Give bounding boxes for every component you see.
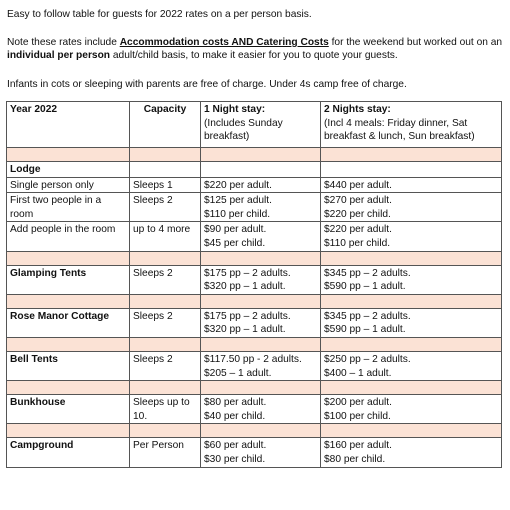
price-line: $320 pp – 1 adult. <box>204 281 286 293</box>
price-line: $320 pp – 1 adult. <box>204 324 286 336</box>
row-name: Single person only <box>7 177 130 193</box>
table-header-row <box>7 102 502 148</box>
lodge-title-row <box>7 162 502 178</box>
header-capacity: Capacity <box>130 102 201 148</box>
row-capacity: Sleeps 2 <box>130 308 201 337</box>
row-capacity: Sleeps 1 <box>130 177 201 193</box>
row-capacity: Sleeps 2 <box>130 351 201 380</box>
price-line: $590 pp – 1 adult. <box>324 324 406 336</box>
separator-row <box>7 294 502 308</box>
row-one-night: $220 per adult. <box>201 177 321 193</box>
row-capacity: up to 4 more <box>130 222 201 251</box>
row-name: First two people in a room <box>7 193 130 222</box>
price-line: $175 pp – 2 adults. <box>204 267 291 279</box>
row-one-night <box>201 265 321 294</box>
row-two-nights <box>321 193 502 222</box>
price-line: $110 per child. <box>324 237 391 249</box>
price-line: $100 per child. <box>324 410 391 422</box>
intro-line-2 <box>7 36 507 62</box>
price-line: $205 – 1 adult. <box>204 367 272 379</box>
row-capacity: Sleeps 2 <box>130 193 201 222</box>
lodge-title: Lodge <box>7 162 130 178</box>
row-name: Bell Tents <box>7 351 130 380</box>
intro-bold-costs: Accommodation costs AND Catering Costs <box>119 37 329 48</box>
row-capacity: Per Person <box>130 438 201 467</box>
separator-row <box>7 251 502 265</box>
price-line: $345 pp – 2 adults. <box>324 267 411 279</box>
header-one-night-title: 1 Night stay: <box>204 104 266 115</box>
price-line: $345 pp – 2 adults. <box>324 310 411 322</box>
table-row <box>7 438 502 467</box>
intro-bold-individual: individual per person <box>7 50 111 61</box>
row-two-nights <box>321 395 502 424</box>
row-two-nights <box>321 308 502 337</box>
price-line: $80 per adult. <box>204 397 267 409</box>
rates-table <box>6 101 502 468</box>
price-line: $90 per adult. <box>204 224 267 236</box>
header-two-nights-note: (Incl 4 meals: Friday dinner, Sat breakfast & lunch, Sun breakfast) <box>324 117 475 143</box>
price-line: $160 per adult. <box>324 440 392 452</box>
row-one-night <box>201 222 321 251</box>
row-name: Bunkhouse <box>7 395 130 424</box>
header-one-night <box>201 102 321 148</box>
intro-line-3: Infants in cots or sleeping with parents are free of charge. Under 4s camp free of charge. <box>7 79 407 90</box>
row-name: Campground <box>7 438 130 467</box>
header-one-night-note: (Includes Sunday breakfast) <box>204 117 283 143</box>
price-line: $110 per child. <box>204 208 271 220</box>
price-line: $590 pp – 1 adult. <box>324 281 406 293</box>
header-two-nights-title: 2 Nights stay: <box>324 104 391 115</box>
row-two-nights <box>321 438 502 467</box>
separator-row <box>7 337 502 351</box>
row-two-nights <box>321 222 502 251</box>
intro-text: Note these rates include <box>7 37 120 48</box>
price-line: $250 pp – 2 adults. <box>324 353 411 365</box>
separator-row <box>7 381 502 395</box>
row-one-night <box>201 438 321 467</box>
price-line: $125 per adult. <box>204 195 272 207</box>
price-line: $220 per child. <box>324 208 391 220</box>
price-line: $45 per child. <box>204 237 266 249</box>
price-line: $117.50 pp - 2 adults. <box>204 353 302 365</box>
table-row <box>7 222 502 251</box>
row-capacity: Sleeps up to 10. <box>130 395 201 424</box>
table-row <box>7 395 502 424</box>
row-capacity: Sleeps 2 <box>130 265 201 294</box>
row-name: Add people in the room <box>7 222 130 251</box>
header-two-nights <box>321 102 502 148</box>
row-two-nights: $440 per adult. <box>321 177 502 193</box>
row-one-night <box>201 193 321 222</box>
table-row <box>7 308 502 337</box>
row-one-night <box>201 351 321 380</box>
price-line: $220 per adult. <box>324 224 392 236</box>
row-two-nights <box>321 265 502 294</box>
separator-row <box>7 424 502 438</box>
price-line: $400 – 1 adult. <box>324 367 392 379</box>
price-line: $60 per adult. <box>204 440 267 452</box>
table-row <box>7 193 502 222</box>
row-two-nights <box>321 351 502 380</box>
table-row <box>7 177 502 193</box>
header-year: Year 2022 <box>7 102 130 148</box>
intro-text: for the weekend but worked out on an <box>328 37 503 48</box>
table-row <box>7 265 502 294</box>
price-line: $200 per adult. <box>324 397 392 409</box>
separator-row <box>7 148 502 162</box>
table-row <box>7 351 502 380</box>
price-line: $40 per child. <box>204 410 266 422</box>
price-line: $175 pp – 2 adults. <box>204 310 291 322</box>
price-line: $80 per child. <box>324 453 386 465</box>
intro-text: adult/child basis, to make it easier for you to quote your guests. <box>110 50 398 61</box>
price-line: $30 per child. <box>204 453 266 465</box>
row-name: Glamping Tents <box>7 265 130 294</box>
intro-line-1: Easy to follow table for guests for 2022 rates on a per person basis. <box>7 9 312 20</box>
row-one-night <box>201 395 321 424</box>
price-line: $270 per adult. <box>324 195 392 207</box>
row-name: Rose Manor Cottage <box>7 308 130 337</box>
row-one-night <box>201 308 321 337</box>
